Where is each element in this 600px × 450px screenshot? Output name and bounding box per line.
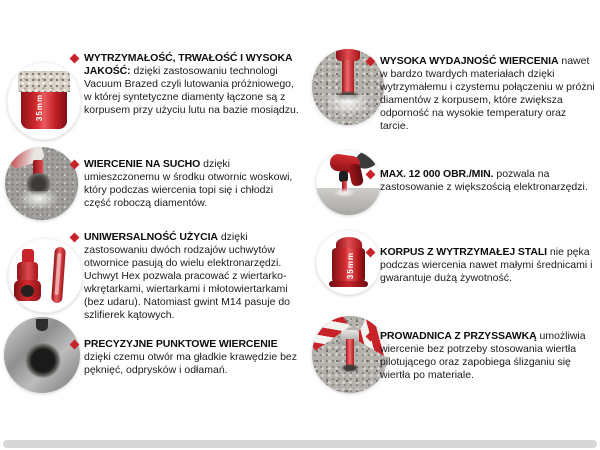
- photo-adapters: [8, 238, 83, 313]
- photo-drill-driver: [316, 150, 381, 215]
- feature-heading: PROWADNICA Z PRZYSSAWKĄ: [380, 330, 537, 342]
- size-label: 35mm: [345, 252, 355, 280]
- photo-dry-drilling: [5, 147, 78, 220]
- feature-efficiency: [380, 55, 596, 133]
- diamond-bullet-icon: [70, 54, 80, 64]
- drill-dust: [324, 95, 373, 118]
- feature-body: dzięki zastosowaniu dwóch rodzajów uchwytów otwornice pasują do wielu elektronarzędzi. Uchwyt Hex pozwala pracować z wiertarko-wkrętarkami, wiertarkami i młotowiertarkami (bez udaru). Natomiast gwint M14 pasuje do szlifierek kątowych.: [84, 231, 291, 321]
- surface-notch: [36, 319, 48, 331]
- diamond-bullet-icon: [70, 233, 80, 243]
- feature-heading: PRECYZYJNE PUNKTOWE WIERCENIE: [84, 338, 278, 350]
- drilled-hole: [341, 364, 359, 372]
- diamond-crown-texture: [18, 71, 70, 92]
- feature-heading: UNIWERSALNOŚĆ UŻYCIA: [84, 231, 218, 243]
- feature-body: dzięki zastosowaniu technologi Vacuum Brazed czyli lutowania próżniowego, w której syntetyczne diamenty łączone są z korpusem przy użyciu lutu na bazie mosiądzu.: [84, 65, 299, 116]
- adapter-middle: [17, 262, 38, 282]
- feature-durability: [84, 52, 302, 117]
- red-drill-bit: [342, 60, 354, 95]
- photo-steel-body: [316, 230, 381, 295]
- feature-heading: WYSOKA WYDAJNOŚĆ WIERCENIA: [380, 55, 559, 67]
- feature-body: dzięki czemu otwór ma gładkie krawędzie bez pęknięć, odprysków i odłamań.: [84, 351, 298, 376]
- feature-max-rpm: [380, 168, 596, 194]
- hole-saw-rim: [329, 281, 368, 288]
- feature-body: umożliwia wiercenie bez potrzeby stosowania wiertła pilotującego oraz zapobiega ślizganiu się wiertła po materiale.: [380, 330, 586, 381]
- photo-precise-hole: [4, 317, 80, 393]
- feature-suction-guide: [380, 330, 596, 382]
- feature-universality: [84, 231, 302, 322]
- feature-heading: WIERCENIE NA SUCHO: [84, 158, 201, 170]
- drill-dust: [18, 191, 59, 210]
- horizontal-scrollbar[interactable]: [3, 440, 597, 448]
- drill-dust: [334, 188, 355, 197]
- feature-heading: MAX. 12 000 OBR./MIN.: [380, 168, 494, 180]
- photo-suction-guide: [312, 316, 388, 393]
- feature-body: nie pęka podczas wiercenia nawet małymi średnicami i gwarantuje dużą żywotność.: [380, 246, 593, 284]
- feature-heading: WYTRZYMAŁOŚĆ, TRWAŁOŚĆ I WYSOKA JAKOŚĆ:: [84, 52, 293, 77]
- feature-steel-body: [380, 246, 596, 285]
- red-drill-bit: [346, 339, 354, 367]
- size-label: 35mm: [35, 93, 45, 121]
- feature-precision: [84, 338, 302, 377]
- feature-body: dzięki umieszczonemu w środku otwornic woskowi, który podczas wiercenia topi się i chłodzi część roboczą diamentów.: [84, 158, 293, 209]
- drilled-hole: [24, 343, 62, 378]
- photo-hole-saw-35mm: [7, 62, 81, 140]
- feature-heading: KORPUS Z WYTRZYMAŁEJ STALI: [380, 246, 547, 258]
- feature-dry-drilling: [84, 158, 302, 210]
- feature-body: nawet w bardzo twardych materiałach dzięki wytrzymałemu i czystemu połączeniu w próżni diamentów z korpusem, które zwiększa odporność na wysokie temperatury oraz tarcie.: [380, 55, 595, 132]
- feature-body: pozwala na zastosowanie z większością elektronarzędzi.: [380, 168, 588, 193]
